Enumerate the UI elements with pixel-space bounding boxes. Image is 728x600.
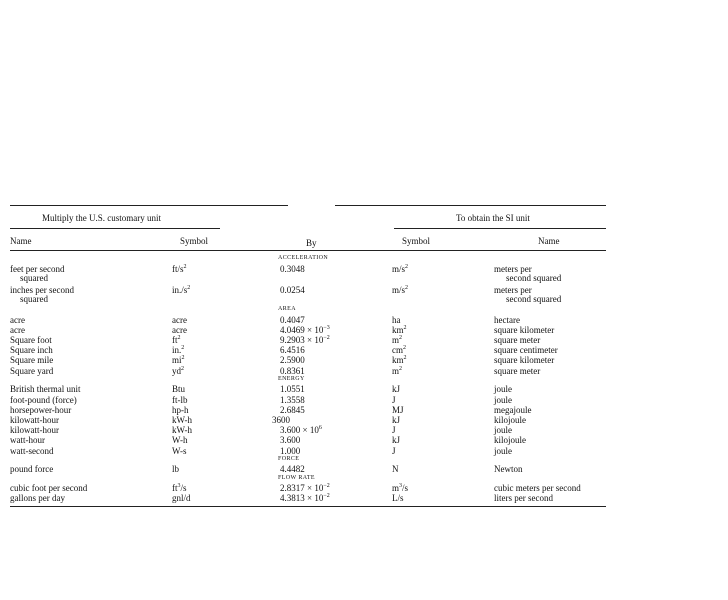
conversion-factor <box>280 384 305 394</box>
unit-name <box>10 395 77 405</box>
si-name-text: meters per <box>494 263 532 274</box>
unit-name-text: horsepower-hour <box>10 404 72 415</box>
si-symbol-superscript: 2 <box>405 263 409 270</box>
si-symbol-suffix: /s <box>402 483 409 494</box>
si-symbol-text: kJ <box>392 384 401 395</box>
si-symbol-text: J <box>392 425 396 436</box>
section-title: FLOW RATE <box>278 474 315 481</box>
conversion-factor <box>280 464 305 474</box>
unit-name-text: cubic foot per second <box>10 483 88 494</box>
unit-symbol-text: ft <box>172 335 178 345</box>
unit-symbol <box>172 464 179 474</box>
si-name <box>494 366 540 376</box>
si-name <box>494 325 554 335</box>
conversion-factor-text: 4.0469 × 10 <box>280 324 324 335</box>
conversion-factor <box>272 415 290 425</box>
unit-name <box>10 355 53 365</box>
si-symbol <box>392 464 399 474</box>
si-symbol <box>392 405 404 415</box>
conversion-factor-text: 3.600 × 10 <box>280 425 319 436</box>
si-symbol-text: m/s <box>392 263 406 274</box>
conversion-factor-text: 4.4482 <box>280 464 305 475</box>
right-group-heading: To obtain the SI unit <box>456 213 530 223</box>
si-name-text: kilojoule <box>494 415 526 425</box>
unit-symbol-superscript: 2 <box>177 335 181 341</box>
unit-name <box>10 384 81 394</box>
unit-name-text: Square foot <box>10 335 52 345</box>
unit-symbol <box>172 345 184 355</box>
si-name <box>494 315 520 325</box>
conversion-factor-text: 3.600 <box>280 435 301 446</box>
conversion-factor <box>280 483 330 493</box>
si-symbol-superscript: 2 <box>399 335 403 341</box>
conversion-factor <box>280 345 305 355</box>
si-name-text: kilojoule <box>494 435 526 446</box>
si-name-continued-text: second squared <box>506 293 562 304</box>
col-si-symbol-header: Symbol <box>402 236 431 246</box>
unit-name-text: British thermal unit <box>10 384 81 395</box>
unit-symbol-superscript: 2 <box>187 284 191 291</box>
unit-symbol <box>172 285 190 295</box>
conversion-factor-superscript: −2 <box>323 493 330 500</box>
si-name <box>494 405 532 415</box>
unit-name-text: foot-pound (force) <box>10 394 77 405</box>
si-symbol-text: m <box>392 365 400 376</box>
si-symbol-text: ha <box>392 314 401 325</box>
si-symbol-superscript: 2 <box>399 365 403 372</box>
unit-symbol-text: kW-h <box>172 415 192 425</box>
unit-name-continued-text: squared <box>20 272 48 283</box>
conversion-factor-text: 2.8317 × 10 <box>280 483 324 494</box>
header-bottom-rule <box>10 250 606 251</box>
si-symbol-text: m/s <box>392 284 406 295</box>
conversion-factor-text: 0.3048 <box>280 263 305 274</box>
si-symbol <box>392 366 402 376</box>
unit-symbol <box>172 366 184 376</box>
unit-symbol-superscript: 2 <box>181 345 185 352</box>
unit-name <box>10 315 25 325</box>
si-symbol <box>392 315 401 325</box>
unit-name-continued <box>20 273 48 283</box>
conversion-factor <box>280 405 305 415</box>
si-symbol-superscript: 2 <box>405 284 409 291</box>
si-symbol-text: kJ <box>392 415 401 425</box>
si-symbol-text: m <box>392 335 400 345</box>
unit-symbol-text: in. <box>172 345 182 356</box>
unit-symbol-text: yd <box>172 365 181 376</box>
unit-name-text: watt-second <box>10 445 54 456</box>
si-symbol <box>392 384 400 394</box>
unit-symbol <box>172 264 187 274</box>
si-name <box>494 493 553 503</box>
unit-symbol-text: ft/s <box>172 263 184 274</box>
unit-name-text: watt-hour <box>10 435 45 446</box>
si-name-text: cubic meters per second <box>494 483 581 494</box>
left-group-heading: Multiply the U.S. customary unit <box>42 213 161 223</box>
unit-symbol-superscript: 3 <box>177 483 181 490</box>
unit-symbol-text: kW-h <box>172 425 192 436</box>
unit-name <box>10 325 25 335</box>
unit-symbol <box>172 415 192 425</box>
si-symbol <box>392 335 402 345</box>
si-name <box>494 355 554 365</box>
si-name-text: liters per second <box>494 493 553 504</box>
section-title: ENERGY <box>278 375 305 382</box>
unit-name <box>10 366 53 376</box>
conversion-factor-superscript: −2 <box>323 335 330 341</box>
unit-symbol-text: ft-lb <box>172 394 188 405</box>
unit-name <box>10 335 52 345</box>
unit-symbol <box>172 493 191 503</box>
si-name-text: megajoule <box>494 404 532 415</box>
si-name <box>494 395 512 405</box>
unit-name-text: Square yard <box>10 365 54 376</box>
unit-symbol <box>172 355 185 365</box>
si-symbol <box>392 425 396 435</box>
section-title: ACCELERATION <box>278 255 329 261</box>
unit-symbol <box>172 384 185 394</box>
conversion-factor-text: 0.8361 <box>280 365 305 376</box>
group-underline-right <box>394 228 606 229</box>
unit-symbol <box>172 435 188 445</box>
si-name-text: joule <box>494 384 512 395</box>
unit-name <box>10 464 53 474</box>
conversion-factor-text: 1.3558 <box>280 394 305 405</box>
conversion-factor <box>280 315 305 325</box>
conversion-factor-text: 0.0254 <box>280 284 305 295</box>
si-name <box>494 464 523 474</box>
conversion-factor <box>280 355 305 365</box>
conversion-factor-text: 4.3813 × 10 <box>280 493 324 504</box>
unit-symbol <box>172 425 192 435</box>
si-name <box>494 345 558 355</box>
unit-symbol <box>172 483 187 493</box>
conversion-factor-text: 6.4516 <box>280 345 305 356</box>
si-name-text: joule <box>494 445 512 456</box>
si-symbol <box>392 285 408 295</box>
conversion-factor-text: 2.5900 <box>280 355 305 366</box>
si-symbol-text: km <box>392 324 404 335</box>
conversion-factor <box>280 264 305 274</box>
conversion-factor <box>280 446 300 456</box>
si-symbol <box>392 264 408 274</box>
si-symbol <box>392 493 404 503</box>
conversion-factor-text: 1.000 <box>280 445 301 456</box>
si-symbol-text: cm <box>392 345 403 356</box>
unit-name <box>10 435 45 445</box>
unit-symbol-superscript: 2 <box>181 365 184 372</box>
unit-symbol-superscript: 2 <box>183 263 187 270</box>
si-symbol <box>392 355 407 365</box>
si-name <box>494 435 526 445</box>
section-title: FORCE <box>278 455 300 462</box>
conversion-factor-superscript: −2 <box>323 483 330 490</box>
si-name <box>494 335 540 345</box>
si-symbol <box>392 446 396 456</box>
si-symbol <box>392 483 408 493</box>
si-symbol <box>392 435 400 445</box>
col-name-header: Name <box>10 236 32 246</box>
unit-name-continued-text: squared <box>20 293 48 304</box>
si-symbol-text: J <box>392 445 396 456</box>
unit-symbol-text: ft <box>172 483 178 494</box>
col-by-header: By <box>306 238 317 248</box>
unit-name-text: kilowatt-hour <box>10 415 59 425</box>
unit-symbol-text: W-s <box>172 445 187 456</box>
col-symbol-header: Symbol <box>180 236 209 246</box>
si-name-text: square kilometer <box>494 355 555 366</box>
bottom-rule <box>10 506 606 507</box>
si-name <box>494 483 581 493</box>
unit-symbol <box>172 325 187 335</box>
si-symbol-text: L/s <box>392 493 404 504</box>
si-symbol-superscript: 3 <box>399 483 403 490</box>
si-symbol <box>392 415 400 425</box>
unit-name <box>10 405 71 415</box>
si-name-continued <box>506 273 561 283</box>
unit-symbol <box>172 446 187 456</box>
unit-symbol-text: acre <box>172 324 187 335</box>
conversion-factor <box>280 435 300 445</box>
si-symbol <box>392 345 406 355</box>
unit-symbol-text: W-h <box>172 435 188 446</box>
unit-name <box>10 425 59 435</box>
section-title: AREA <box>278 306 296 312</box>
si-name-text: square meter <box>494 335 541 345</box>
unit-name <box>10 483 87 493</box>
si-name <box>494 415 526 425</box>
unit-name-text: pound force <box>10 464 54 475</box>
unit-symbol-text: mi <box>172 355 182 366</box>
si-symbol-text: J <box>392 394 396 405</box>
si-name <box>494 384 512 394</box>
unit-symbol <box>172 395 188 405</box>
conversion-factor <box>280 285 305 295</box>
conversion-factor <box>280 366 305 376</box>
si-symbol <box>392 395 396 405</box>
unit-name <box>10 493 65 503</box>
si-symbol-text: MJ <box>392 404 404 415</box>
conversion-factor-text: 2.6845 <box>280 404 305 415</box>
conversion-factor <box>280 335 330 345</box>
unit-name-text: acre <box>10 324 25 335</box>
unit-symbol <box>172 335 181 345</box>
conversion-factor <box>280 425 322 435</box>
unit-symbol-text: Btu <box>172 384 186 395</box>
unit-name-continued <box>20 294 48 304</box>
si-name-continued <box>506 294 561 304</box>
unit-name-text: feet per second <box>10 263 65 274</box>
conversion-factor-text: 3600 <box>272 415 290 425</box>
si-name-text: square kilometer <box>494 324 555 335</box>
unit-symbol-text: lb <box>172 464 180 475</box>
si-name-text: Newton <box>494 464 523 475</box>
unit-symbol-text: acre <box>172 314 187 325</box>
unit-name-text: acre <box>10 314 25 325</box>
conversion-factor <box>280 493 330 503</box>
unit-name <box>10 415 59 425</box>
si-name-text: joule <box>494 394 512 405</box>
si-symbol-text: m <box>392 483 400 494</box>
si-name <box>494 446 512 456</box>
si-name-text: square meter <box>494 365 541 376</box>
unit-name-text: gallons per day <box>10 493 65 504</box>
si-symbol-text: kJ <box>392 435 401 446</box>
unit-name-text: kilowatt-hour <box>10 425 59 436</box>
conversion-factor-superscript: −3 <box>323 324 330 331</box>
group-underline-left <box>10 228 220 229</box>
si-symbol-superscript: 2 <box>403 345 406 352</box>
si-name-text: meters per <box>494 284 532 295</box>
si-name-continued-text: second squared <box>506 272 562 283</box>
si-name-text: square centimeter <box>494 345 558 356</box>
col-si-name-header: Name <box>538 236 560 246</box>
unit-symbol-text: gnl/d <box>172 493 191 504</box>
unit-name-text: Square inch <box>10 345 53 356</box>
unit-symbol-text: hp-h <box>172 404 189 415</box>
si-name <box>494 425 512 435</box>
conversion-factor-text: 0.4047 <box>280 314 305 325</box>
unit-name <box>10 345 53 355</box>
si-symbol-text: km <box>392 355 404 366</box>
unit-name-text: Square mile <box>10 355 54 366</box>
unit-symbol-text: in./s <box>172 284 188 295</box>
conversion-factor-text: 9.2903 × 10 <box>280 335 324 345</box>
si-symbol-superscript: 2 <box>403 324 407 331</box>
unit-symbol <box>172 315 187 325</box>
conversion-factor <box>280 325 330 335</box>
unit-name <box>10 446 53 456</box>
si-name-text: hectare <box>494 314 520 325</box>
conversion-factor-text: 1.0551 <box>280 384 305 395</box>
unit-name-text: inches per second <box>10 284 74 295</box>
conversion-factor <box>280 395 305 405</box>
conversion-factor-superscript: 6 <box>318 425 322 432</box>
unit-symbol-suffix: /s <box>180 483 187 494</box>
top-rule-left <box>10 205 288 206</box>
si-name-text: joule <box>494 425 512 436</box>
top-rule-right <box>335 205 606 206</box>
si-symbol <box>392 325 407 335</box>
si-symbol-superscript: 2 <box>403 355 407 362</box>
si-symbol-text: N <box>392 464 399 475</box>
unit-symbol <box>172 405 189 415</box>
unit-symbol-superscript: 2 <box>181 355 185 362</box>
